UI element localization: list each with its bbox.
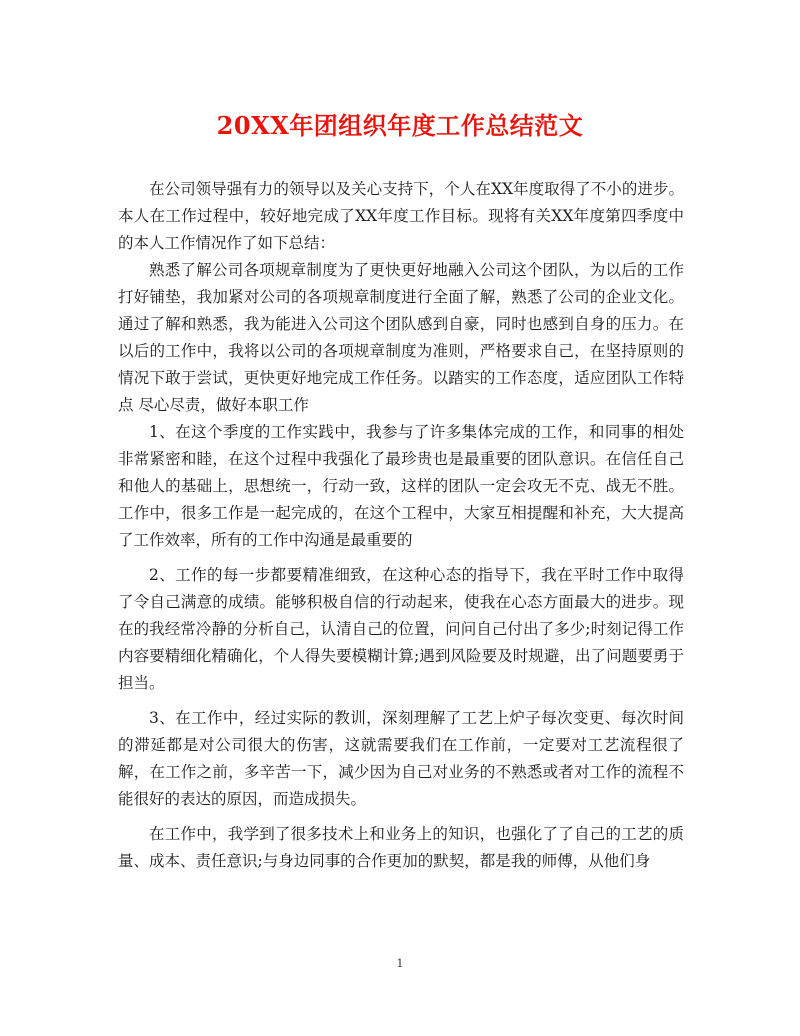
document-body (118, 176, 684, 875)
paragraph-point-1: 1、在这个季度的工作实践中，我参与了许多集体完成的工作，和同事的相处非常紧密和睦，在这个过程中我强化了最珍贵也是最重要的团队意识。在信任自己和他人的基础上，思想统一，行动一致，这样的团队一定会攻无不克、战无不胜。工作中，很多工作是一起完成的，在这个工程中，大家互相提醒和补充，大大提高了工作效率，所有的工作中沟通是最重要的 (118, 423, 684, 549)
page-number: 1 (396, 957, 404, 970)
paragraph-rules: 熟悉了解公司各项规章制度为了更快更好地融入公司这个团队，为以后的工作打好铺垫，我加紧对公司的各项规章制度进行全面了解，熟悉了公司的企业文化。通过了解和熟悉，我为能进入公司这个团队感到自豪，同时也感到自身的压力。在以后的工作中，我将以公司的各项规章制度为准则，严格要求自己，在坚持原则的情况下敢于尝试，更快更好地完成工作任务。以踏实的工作态度，适应团队工作特点 尽心尽责，做好本职工作 (118, 261, 684, 414)
paragraph-point-2: 2、工作的每一步都要精准细致，在这种心态的指导下，我在平时工作中取得了令自己满意的成绩。能够积极自信的行动起来，使我在心态方面最大的进步。现在的我经常冷静的分析自己，认清自己的位置，问问自己付出了多少;时刻记得工作内容要精细化精确化，个人得失要模糊计算;遇到风险要及时规避，出了问题要勇于担当。 (118, 566, 684, 692)
paragraph-intro: 在公司领导强有力的领导以及关心支持下，个人在XX年度取得了不小的进步。本人在工作过程中，较好地完成了XX年度工作目标。现将有关XX年度第四季度中的本人工作情况作了如下总结： (118, 180, 684, 252)
paragraph-learning: 在工作中，我学到了很多技术上和业务上的知识，也强化了了自己的工艺的质量、成本、责任意识;与身边同事的合作更加的默契，都是我的师傅，从他们身 (118, 825, 684, 870)
paragraph-point-3: 3、在工作中，经过实际的教训，深刻理解了工艺上炉子每次变更、每次时间的滞延都是对公司很大的伤害，这就需要我们在工作前，一定要对工艺流程很了解，在工作之前，多辛苦一下，减少因为自己对业务的不熟悉或者对工作的流程不能很好的表达的原因，而造成损失。 (118, 709, 684, 808)
document-title: 20XX年团组织年度工作总结范文 (216, 111, 584, 140)
